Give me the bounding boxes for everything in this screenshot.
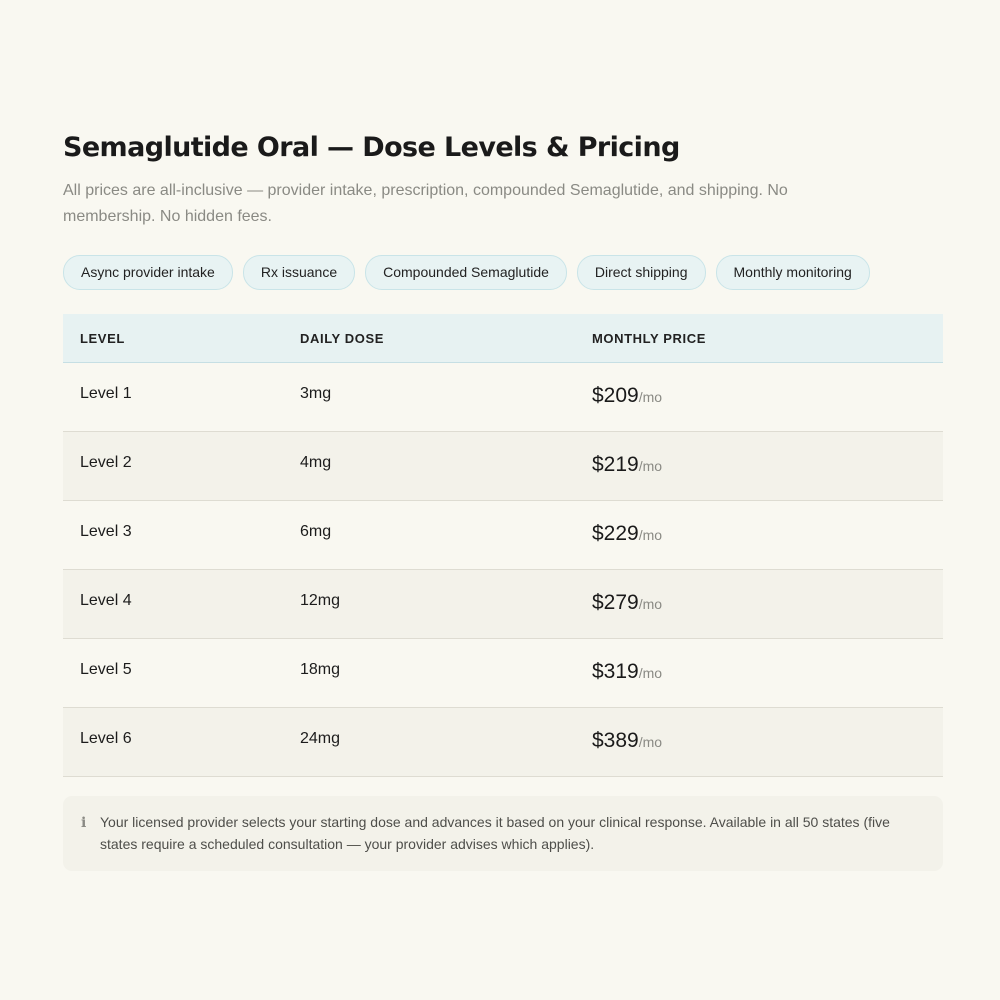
table-row bbox=[63, 708, 943, 777]
table-row bbox=[63, 570, 943, 639]
price-cell bbox=[575, 639, 943, 707]
dose-cell: 4mg bbox=[300, 454, 332, 471]
price-cell bbox=[575, 570, 943, 638]
price-value: $279 bbox=[592, 591, 639, 614]
level-cell: Level 1 bbox=[80, 385, 132, 402]
dose-cell: 6mg bbox=[300, 523, 332, 540]
table-row bbox=[63, 501, 943, 570]
dose-cell: 3mg bbox=[300, 385, 332, 402]
price-unit: /mo bbox=[638, 527, 663, 543]
dose-cell: 24mg bbox=[300, 730, 341, 747]
price-value: $389 bbox=[592, 729, 639, 752]
price-value: $229 bbox=[592, 522, 639, 545]
dose-cell: 12mg bbox=[300, 592, 341, 609]
price-cell bbox=[575, 432, 943, 500]
price-value: $319 bbox=[592, 660, 639, 683]
info-icon: i bbox=[81, 815, 87, 831]
price-unit: /mo bbox=[638, 596, 663, 612]
price-value: $219 bbox=[592, 453, 639, 476]
column-header-monthly-price: MONTHLY PRICE bbox=[592, 330, 706, 346]
chip-direct-shipping: Direct shipping bbox=[577, 255, 706, 290]
pricing-table bbox=[63, 314, 943, 777]
price-unit: /mo bbox=[638, 665, 663, 681]
chip-async-provider-intake: Async provider intake bbox=[63, 255, 233, 290]
price-unit: /mo bbox=[638, 734, 663, 750]
price-cell bbox=[575, 501, 943, 569]
table-row bbox=[63, 432, 943, 501]
chip-compounded-semaglutide: Compounded Semaglutide bbox=[365, 255, 567, 290]
included-services bbox=[63, 255, 943, 290]
note-text: Your licensed provider selects your starting dose and advances it based on your clinical response. Available in all 50 states (five states require a scheduled consultation — your provider advises which applies). bbox=[100, 814, 890, 852]
dosing-note bbox=[63, 796, 943, 871]
price-cell bbox=[575, 363, 943, 431]
level-cell: Level 6 bbox=[80, 730, 132, 747]
level-cell: Level 3 bbox=[80, 523, 132, 540]
level-cell: Level 4 bbox=[80, 592, 132, 609]
page-title: Semaglutide Oral — Dose Levels & Pricing bbox=[63, 132, 680, 163]
chip-rx-issuance: Rx issuance bbox=[243, 255, 355, 290]
pricing-section bbox=[63, 128, 943, 871]
price-unit: /mo bbox=[638, 389, 663, 405]
table-row bbox=[63, 639, 943, 708]
page-subtitle: All prices are all-inclusive — provider intake, prescription, compounded Semaglutide, and shipping. No membership. No hidden fees. bbox=[63, 182, 788, 225]
price-unit: /mo bbox=[638, 458, 663, 474]
column-header-level: LEVEL bbox=[80, 330, 125, 346]
price-cell bbox=[575, 708, 943, 776]
level-cell: Level 5 bbox=[80, 661, 132, 678]
dose-cell: 18mg bbox=[300, 661, 341, 678]
table-header bbox=[63, 314, 943, 363]
chip-monthly-monitoring: Monthly monitoring bbox=[716, 255, 870, 290]
level-cell: Level 2 bbox=[80, 454, 132, 471]
price-value: $209 bbox=[592, 384, 639, 407]
column-header-daily-dose: DAILY DOSE bbox=[300, 330, 385, 346]
table-row bbox=[63, 363, 943, 432]
